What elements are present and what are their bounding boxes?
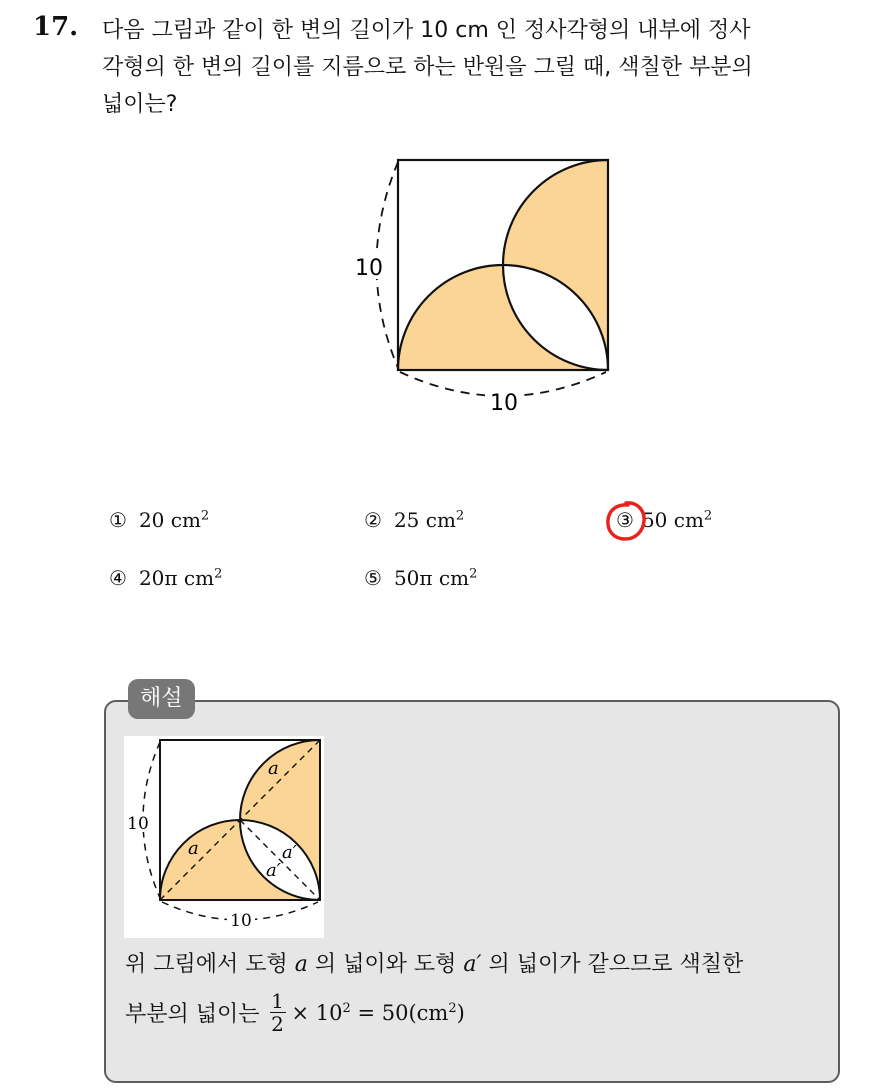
solution-text: 위 그림에서 도형 [125,952,288,977]
label-a-prime-upper: a′ [282,842,297,863]
choice-2-symbol: ② [364,508,382,532]
choice-1-value: 20 cm [138,508,201,532]
var-a: a [294,952,308,977]
solution-expression: × $10^2 = 50(cm^2)$ [291,1000,465,1025]
choice-1-symbol: ① [109,508,127,532]
choice-1[interactable] [109,508,209,532]
solution-side-label-bottom: 10 [230,911,252,931]
choice-3-symbol: ③ [616,508,634,532]
label-a-top: a [268,758,279,779]
choice-5-exponent: 2 [469,566,478,582]
answer-circle-mark [604,499,648,543]
solution-text: 의 넓이와 도형 [314,952,457,977]
choice-5-symbol: ⑤ [364,566,382,590]
choice-2[interactable] [364,508,464,532]
choice-4[interactable] [109,566,222,590]
solution-line-1 [125,947,743,978]
question-number: 17. [33,12,79,42]
choice-4-symbol: ④ [109,566,127,590]
choice-4-exponent: 2 [214,566,223,582]
fraction-numerator: 1 [271,989,284,1013]
solution-text: 부분의 넓이는 [125,1002,260,1027]
choice-3-exponent: 2 [703,508,713,524]
question-line-2: 각형의 한 변의 길이를 지름으로 하는 반원을 그릴 때, 색칠한 부분의 [102,55,753,80]
choice-2-value: 25 cm [393,508,456,532]
label-a-left: a [188,838,199,859]
solution-badge: 해설 [128,679,195,719]
choice-5[interactable] [364,566,477,590]
choice-5-value: 50π cm [393,566,470,590]
var-a-prime: a′ [463,952,482,977]
question-line-1: 다음 그림과 같이 한 변의 길이가 10 cm 인 정사각형의 내부에 정사 [102,18,751,43]
choice-2-exponent: 2 [455,508,465,524]
question-line-3: 넓이는? [102,92,178,117]
fraction-denominator: 2 [271,1012,284,1036]
solution-side-label-left: 10 [127,814,149,834]
side-label-left: 10 [355,256,383,281]
choice-4-value: 20π cm [138,566,215,590]
question-figure [345,150,625,420]
choice-1-exponent: 2 [200,508,210,524]
question-text [102,12,872,123]
side-label-bottom: 10 [490,391,518,416]
choice-3-value: 50 cm [641,508,704,532]
fraction-one-half [270,990,286,1035]
solution-line-2 [125,990,465,1035]
label-a-prime-lower: a′ [266,860,281,881]
solution-text: 의 넓이가 같으므로 색칠한 [488,952,744,977]
solution-figure [124,736,324,938]
